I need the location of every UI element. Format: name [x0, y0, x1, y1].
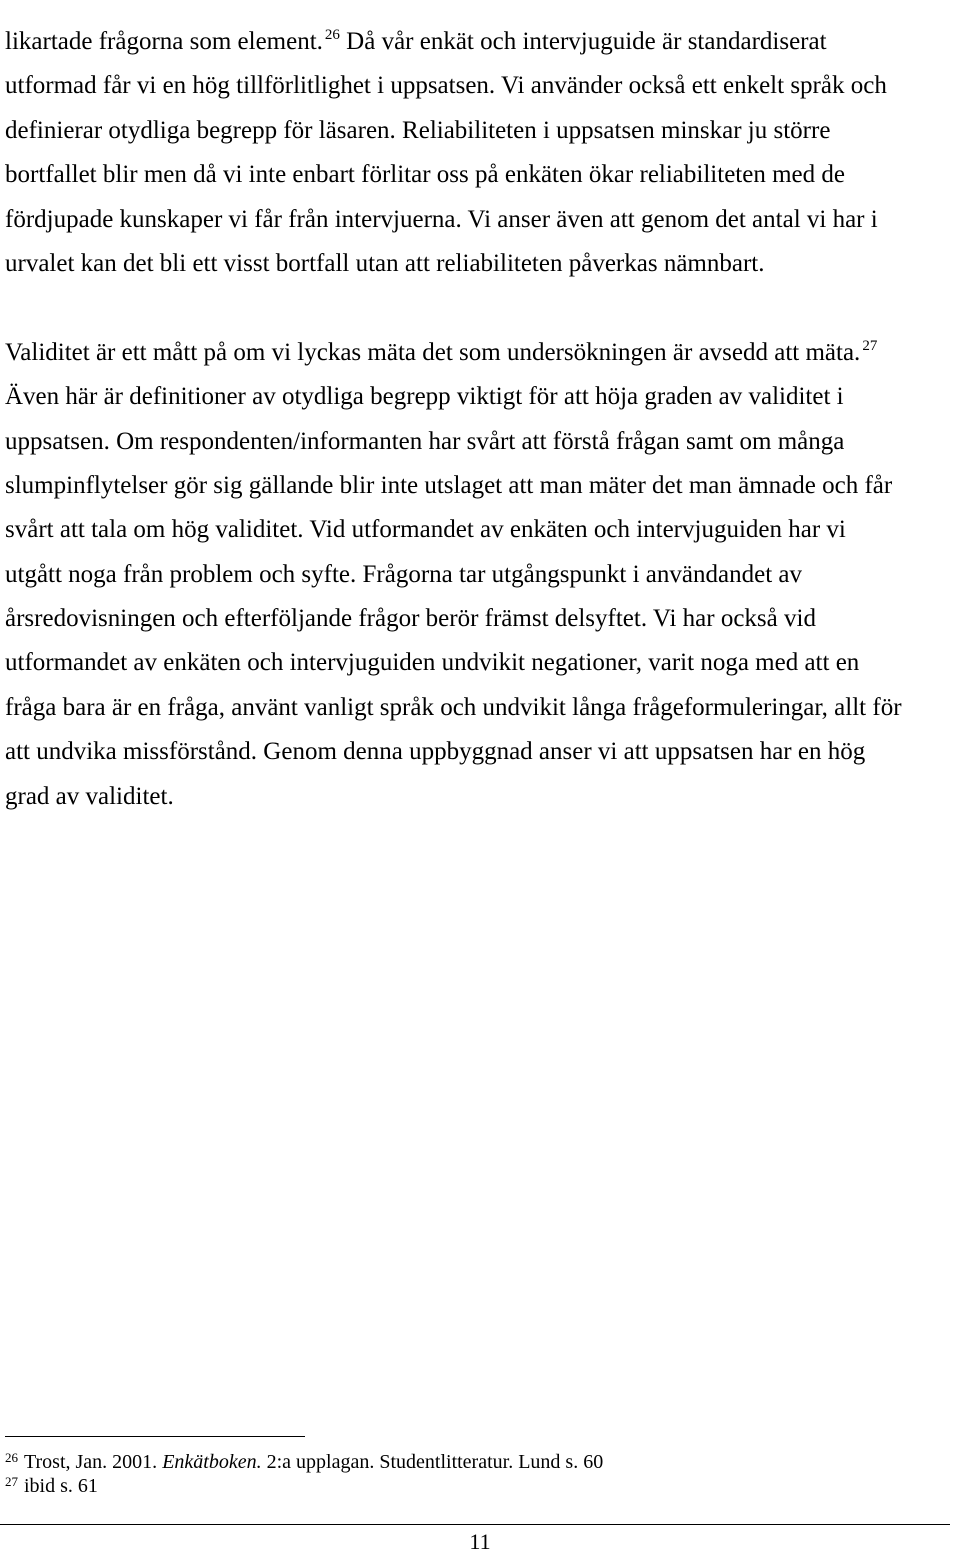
text-line: urvalet kan det bli ett visst bortfall utan att reliabiliteten påverkas nämnbart.	[5, 249, 765, 277]
text-line: bortfallet blir men då vi inte enbart förlitar oss på enkäten ökar reliabiliteten med de	[5, 161, 845, 189]
page-number: 11	[469, 1529, 491, 1553]
text-line-segment: likartade frågorna som element.	[5, 28, 323, 55]
footnote-text: Trost, Jan. 2001.	[24, 1451, 163, 1473]
text-line: utgått noga från problem och syfte. Frågorna tar utgångspunkt i användandet av	[5, 560, 802, 588]
text-line: utformad får vi en hög tillförlitlighet i uppsatsen. Vi använder också ett enkelt språk och	[5, 72, 887, 100]
text-line: uppsatsen. Om respondenten/informanten har svårt att förstå frågan samt om många	[5, 427, 845, 455]
text-line: definierar otydliga begrepp för läsaren. Reliabiliteten i uppsatsen minskar ju större	[5, 116, 831, 144]
footnote-text: 2:a upplagan. Studentlitteratur. Lund s. 60	[261, 1451, 604, 1473]
text-line-segment: Validitet är ett mått på om vi lyckas mäta det som undersökningen är avsedd att mäta.	[5, 338, 861, 366]
footnote	[5, 1474, 905, 1498]
footnote-number: 27	[5, 1474, 18, 1489]
footnotes	[5, 1450, 905, 1498]
text-line	[5, 20, 955, 64]
text-line: att undvika missförstånd. Genom denna uppbyggnad anser vi att uppsatsen har en hög	[5, 738, 866, 766]
text-line-segment: Då vår enkät och intervjuguide är standardiserat	[339, 28, 827, 55]
text-line: utformandet av enkäten och intervjuguiden undvikit negationer, varit noga med att en	[5, 649, 860, 677]
body-text	[5, 20, 955, 863]
body-paragraph-validity	[5, 331, 955, 819]
text-line: årsredovisningen och efterföljande frågor berör främst delsyftet. Vi har också vid	[5, 605, 816, 633]
text-line: slumpinflytelser gör sig gällande blir inte utslaget att man mäter det man ämnade och får	[5, 471, 893, 499]
body-paragraph-reliability	[5, 20, 955, 286]
text-line	[5, 331, 955, 375]
page-footer-rule	[0, 1524, 950, 1525]
text-line: grad av validitet.	[5, 782, 174, 810]
text-line: Även här är definitioner av otydliga begrepp viktigt för att höja graden av validitet i	[5, 383, 844, 411]
footnote-ref: 27	[862, 337, 878, 354]
footnote-book-title: Enkätboken.	[162, 1451, 262, 1473]
text-line: fråga bara är en fråga, använt vanligt språk och undvikit långa frågeformuleringar, allt för	[5, 693, 902, 721]
text-line: fördjupade kunskaper vi får från intervjuerna. Vi anser även att genom det antal vi har i	[5, 205, 878, 233]
footnote-number: 26	[5, 1450, 18, 1465]
footnote	[5, 1450, 905, 1474]
footnote-separator	[5, 1436, 305, 1437]
text-line: svårt att tala om hög validitet. Vid utformandet av enkäten och intervjuguiden har vi	[5, 516, 846, 544]
footnote-text: ibid s. 61	[24, 1475, 98, 1497]
footnote-ref: 26	[324, 27, 340, 43]
